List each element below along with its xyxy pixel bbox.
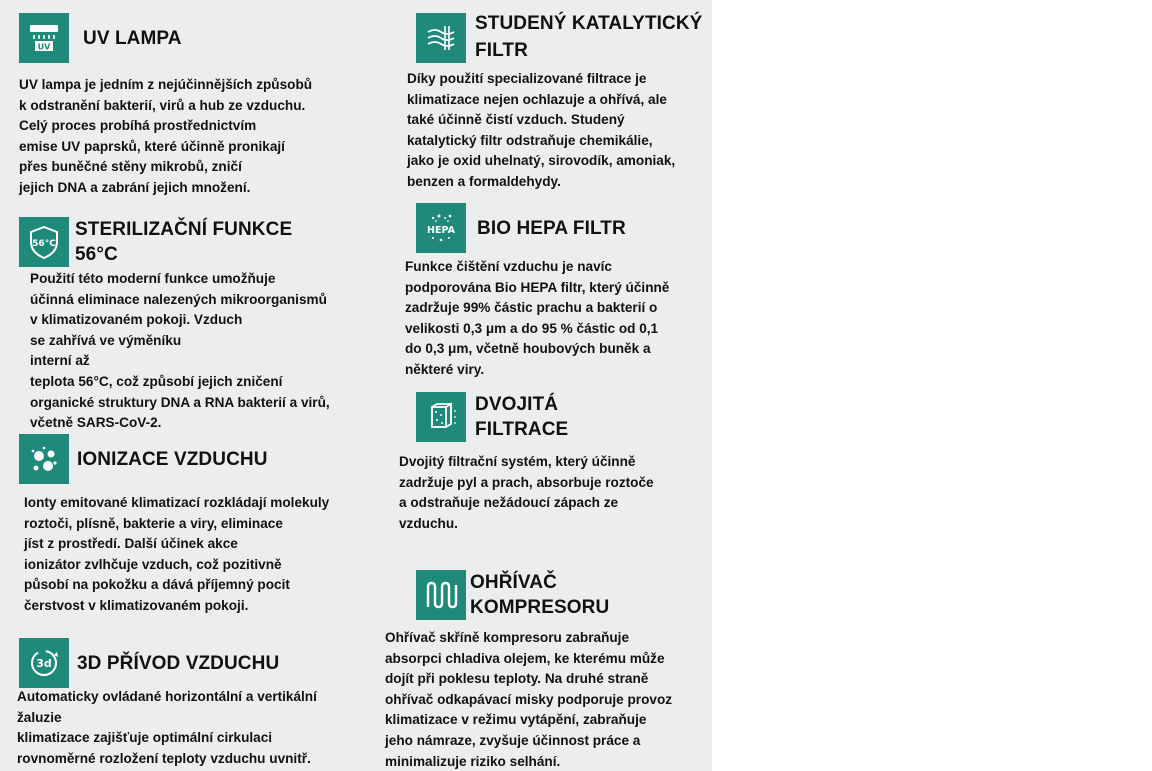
feature-text: Ohřívač skříně kompresoru zabraňuje absorpci chladiva olejem, ke kterému může dojít při poklesu teploty. Na druhé straně ohřívač odkapávací misky podporuje provoz klimatizace v režimu vytápění, zabraňuje jeho námraze, zvyšuje účinnost práce a minimalizuje riziko selhání. (385, 630, 673, 769)
svg-text:HEPA: HEPA (427, 225, 455, 236)
feature-title: STERILIZAČNÍ FUNKCE 56°C (75, 219, 293, 265)
feature-text: Díky použití specializované filtrace je klimatizace nejen ochlazuje a ohřívá, ale také účinně čistí vzduch. Studený katalytický filtr odstraňuje chemikálie, jako je oxid uhelnatý, sirovodík, amoniak, benzen a formaldehydy. (407, 71, 676, 189)
feature-3d-privod (19, 638, 317, 769)
feature-ohrivac (385, 570, 673, 771)
hepa-icon (416, 203, 466, 253)
feature-title: DVOJITÁ FILTRACE (475, 394, 569, 440)
feature-title: UV LAMPA (83, 27, 182, 49)
feature-title: STUDENÝ KATALYTICKÝ FILTR (475, 13, 703, 61)
feature-bio-hepa (405, 203, 670, 381)
feature-text: Ionty emitované klimatizací rozkládají molekuly roztoči, plísně, bakterie a viry, eliminace jíst z prostředí. Další účinek akce ionizátor zvlhčuje vzduch, což pozitivně působí na pokožku a dává příjemný pocit čerstvost v klimatizovaném pokoji. (24, 495, 330, 613)
feature-text: UV lampa je jedním z nejúčinnějších způsobů k odstranění bakterií, virů a hub ze vzduchu. Celý proces probíhá prostřednictvím emise UV paprsků, které účinně pronikají přes buněčné stěny mikrobů, zničí jejich DNA a zabrání jejich množení. (19, 77, 313, 195)
feature-title: BIO HEPA FILTR (477, 217, 626, 239)
svg-text:56°C: 56°C (32, 239, 56, 249)
feature-text: Použití této moderní funkce umožňuje účinná eliminace nalezených mikroorganismů v klimatizovaném pokoji. Vzduch se zahřívá ve výměníku interní až teplota 56°C, což způsobí jejich zničení organické struktury DNA a RNA bakterií a virů, včetně SARS-CoV-2. (30, 271, 330, 431)
feature-katalyticky-filtr (407, 13, 703, 193)
feature-sterilizace (19, 217, 330, 434)
feature-text: Funkce čištění vzduchu je navíc podporována Bio HEPA filtr, který účinně zadržuje 99% částic prachu a bakterií o velikosti 0,3 μm a do 95 % částic od 0,1 do 0,3 μm, včetně houbových buněk a některé viry. (405, 259, 670, 377)
uv-lamp-icon (19, 13, 69, 63)
svg-text:3d: 3d (36, 657, 52, 670)
double-filter-icon (416, 392, 466, 442)
catalytic-filter-icon (416, 13, 466, 63)
heater-icon (416, 570, 466, 620)
feature-text: Dvojitý filtrační systém, který účinně zadržuje pyl a prach, absorbuje roztoče a odstraňuje nežádoucí zápach ze vzduchu. (399, 454, 654, 531)
feature-title: IONIZACE VZDUCHU (77, 448, 268, 470)
ionization-icon (19, 434, 69, 484)
feature-uv-lampa (19, 13, 312, 199)
feature-title: OHŘÍVAČ KOMPRESORU (470, 572, 610, 618)
feature-title: 3D PŘÍVOD VZDUCHU (77, 652, 280, 674)
shield-56c-icon (19, 217, 69, 267)
svg-text:UV: UV (37, 42, 51, 52)
3d-airflow-icon (19, 638, 69, 688)
feature-dvojita-filtrace (399, 392, 654, 534)
feature-ionizace (19, 434, 329, 617)
feature-text: Automaticky ovládané horizontální a vertikální žaluzie klimatizace zajišťuje optimální cirkulaci rovnoměrné rozložení teploty vzduchu uvnitř. (17, 689, 317, 766)
